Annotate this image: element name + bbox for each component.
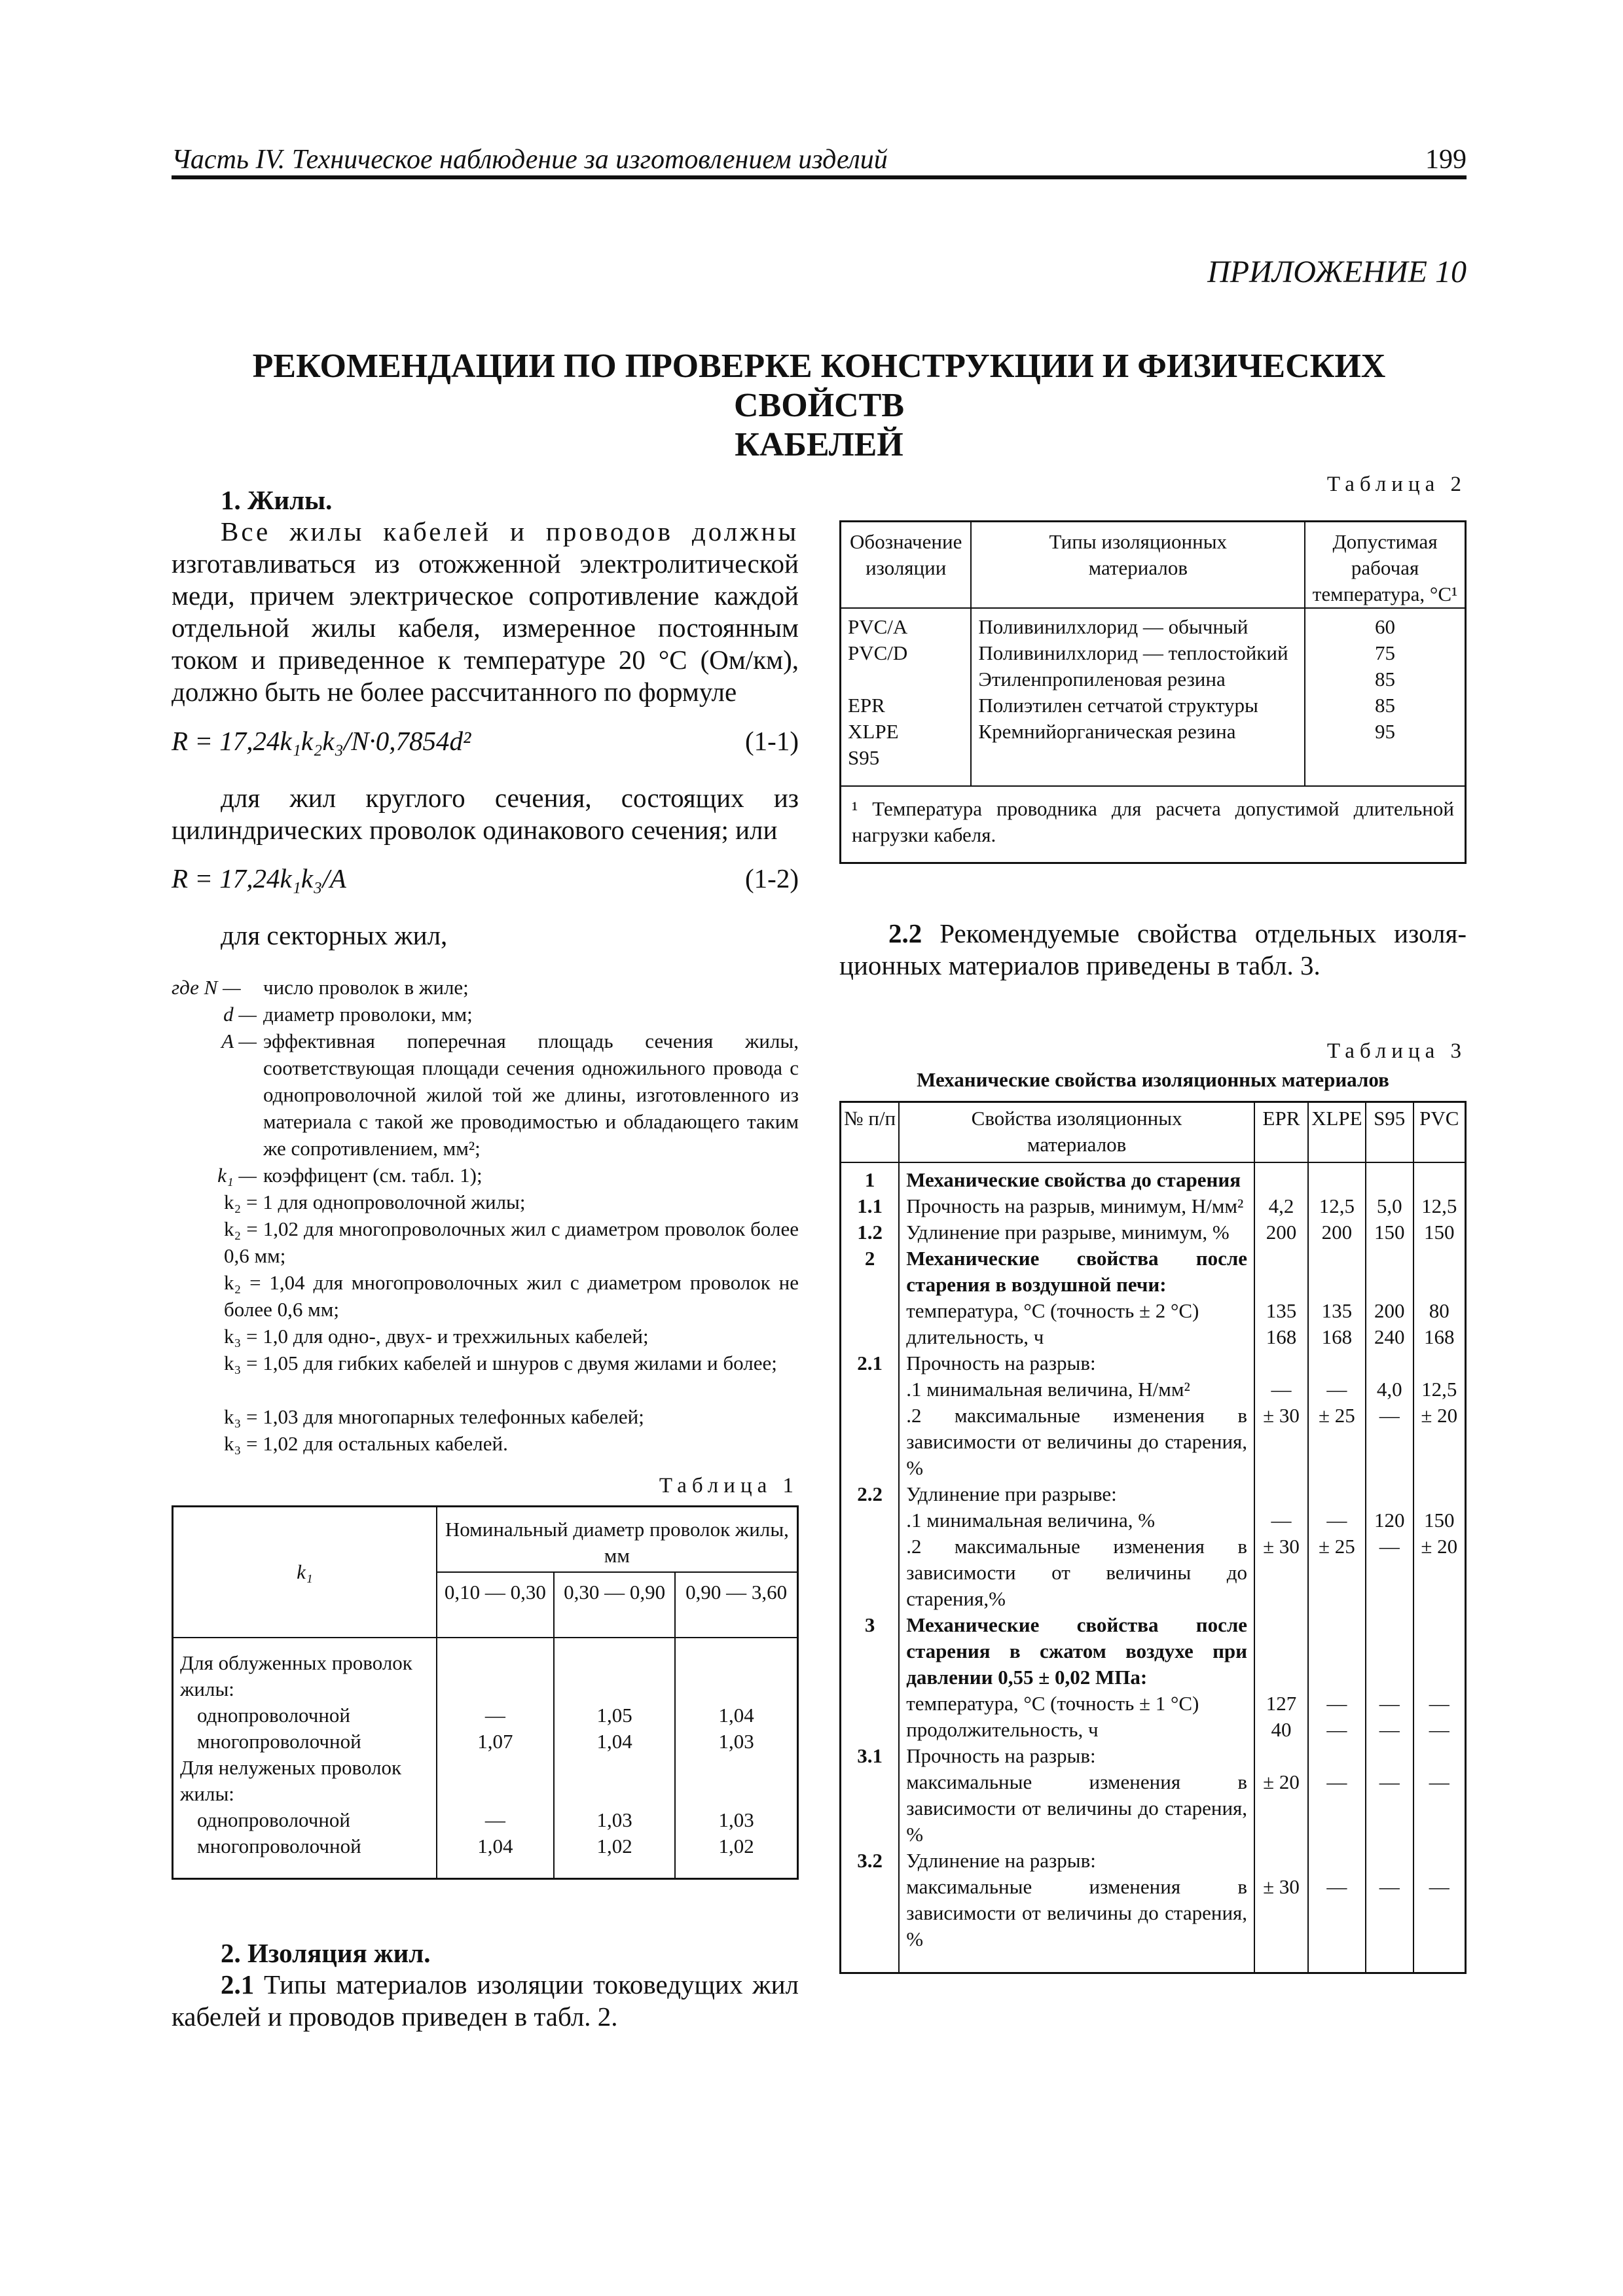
table-cell: — <box>437 1807 554 1833</box>
section-1-heading: 1. Жилы. <box>221 485 333 515</box>
paragraph-text: Рекомендуемые свойства отдельных изоля- <box>939 918 1467 948</box>
table-row <box>841 1691 1466 1717</box>
table-cell: Удлинение при разрыве, минимум, % <box>899 1219 1254 1246</box>
table-cell: 1,02 <box>554 1833 675 1879</box>
table-cell: Прочность на разрыв, минимум, Н/мм² <box>899 1193 1254 1219</box>
table-row <box>841 1376 1466 1403</box>
paragraph-text: Типы материалов изоляции токоведущих жил <box>264 1969 799 2000</box>
table-cell: 135 <box>1254 1298 1308 1324</box>
definition-term: A — <box>221 1030 257 1052</box>
para-line: током и приведенное к температуре 20 °С (Ом/км), <box>172 645 799 675</box>
table-row <box>841 1193 1466 1219</box>
table-cell: 120 <box>1366 1507 1413 1534</box>
table-cell <box>554 1638 675 1702</box>
table-cell: 4,2 <box>1254 1193 1308 1219</box>
table-cell: 40 <box>1254 1717 1308 1743</box>
table-cell: XLPE <box>848 720 899 743</box>
table-1 <box>172 1505 799 1880</box>
table-2-header-material: Типы изоляционных материалов <box>971 522 1305 609</box>
definition-text: эффективная поперечная площадь сечения жилы, соответствующая площади сечения одножильного провода с однопроволочной жилой той же длины, изготовленного из материала с такой же проводимостью и обладающего таким же сопротивлением, мм²; <box>263 1030 799 1160</box>
table-2-temps <box>1305 608 1465 786</box>
table-cell <box>1413 1952 1466 1973</box>
table-cell: ± 30 <box>1254 1534 1308 1612</box>
table-cell <box>1413 1246 1466 1298</box>
table-cell: 12,5 <box>1308 1193 1366 1219</box>
table-cell <box>841 1403 900 1481</box>
table-cell: 168 <box>1254 1324 1308 1350</box>
formula-1-2-number: (1-2) <box>745 863 799 893</box>
table-row <box>841 1298 1466 1324</box>
table-row <box>841 1848 1466 1874</box>
table-cell: — <box>437 1702 554 1729</box>
table-1-row-label: Для нелуженых проволок жилы: <box>173 1755 437 1807</box>
table-cell: 85 <box>1375 694 1396 717</box>
table-cell <box>1413 1743 1466 1769</box>
table-cell: ± 30 <box>1254 1403 1308 1481</box>
section-2-heading: 2. Изоляция жил. <box>221 1938 431 1968</box>
table-cell: 80 <box>1429 1299 1450 1322</box>
table-cell <box>1308 1481 1366 1507</box>
table-3-body <box>841 1162 1466 1973</box>
paragraph-number: 2.2 <box>888 918 922 948</box>
table-1-range: 0,90 — 3,60 <box>675 1572 797 1638</box>
table-cell: 2.2 <box>841 1481 900 1507</box>
table-cell <box>841 1376 900 1403</box>
table-cell: 85 <box>1375 668 1396 691</box>
table-cell: — <box>1366 1874 1413 1952</box>
table-2-materials <box>971 608 1305 786</box>
table-cell: 2 <box>841 1246 900 1298</box>
table-cell: .2 максимальные изменения в зависимости от величины до старения, % <box>899 1403 1254 1481</box>
table-row-filler <box>841 1952 1466 1973</box>
formula-1-2-text: R = 17,24k₁k₃/A <box>172 863 346 893</box>
title-line-2: КАБЕЛЕЙ <box>735 426 903 463</box>
definition-text: k₃ = 1,05 для гибких кабелей и шнуров с двумя жилами и более; <box>224 1352 777 1374</box>
table-cell: Полиэтилен сетчатой структуры <box>978 694 1258 717</box>
table-cell: ± 20 <box>1421 1534 1458 1558</box>
table-cell: 2.1 <box>841 1350 900 1376</box>
table-cell: — <box>1429 1874 1450 1898</box>
table-cell <box>1254 1246 1308 1298</box>
table-cell: Поливинилхлорид — теплостойкий <box>978 641 1288 664</box>
table-cell: 127 <box>1254 1691 1308 1717</box>
table-cell: — <box>1308 1769 1366 1848</box>
table-cell: Удлинение на разрыв: <box>899 1848 1254 1874</box>
table-cell <box>1366 1952 1413 1973</box>
table-1-row-label: однопроволочной <box>173 1807 437 1833</box>
definition-text: k₃ = 1,0 для одно-, двух- и трехжильных кабелей; <box>224 1325 649 1348</box>
table-cell <box>1308 1350 1366 1376</box>
definition-text: коэффицент (см. табл. 1); <box>263 1164 483 1187</box>
table-cell: 60 <box>1375 615 1396 638</box>
table-3-header-col: PVC <box>1413 1102 1466 1162</box>
definition-text: диаметр проволоки, мм; <box>263 1003 473 1026</box>
table-cell <box>1308 1952 1366 1973</box>
table-cell: 200 <box>1308 1219 1366 1246</box>
para-line <box>172 1969 799 2001</box>
table-cell <box>1366 1612 1413 1691</box>
table-cell: 1,02 <box>718 1834 754 1857</box>
definitions-list <box>172 974 799 1458</box>
formula-1-1-continuation <box>172 782 799 846</box>
table-1-range: 0,30 — 0,90 <box>554 1572 675 1638</box>
definition-text: число проволок в жиле; <box>263 976 469 999</box>
para-line: Все жилы кабелей и проводов должны <box>221 516 799 547</box>
table-cell: 12,5 <box>1421 1194 1457 1217</box>
table-cell: — <box>1366 1403 1413 1481</box>
table-cell: 168 <box>1308 1324 1366 1350</box>
table-cell: .1 минимальная величина, % <box>899 1507 1254 1534</box>
definition-term: где N — <box>172 976 241 999</box>
para-line: цилиндрических проволок одинакового сечения; или <box>172 815 778 845</box>
page-number: 199 <box>1425 145 1467 175</box>
table-cell <box>1366 1848 1413 1874</box>
table-cell: — <box>1308 1507 1366 1534</box>
table-cell: 1,04 <box>437 1833 554 1879</box>
table-cell <box>1254 1612 1308 1691</box>
table-cell: — <box>1429 1717 1450 1741</box>
table-cell: EPR <box>848 694 885 717</box>
table-cell <box>1413 1350 1466 1376</box>
definition-term: k₁ — <box>217 1164 257 1187</box>
table-cell <box>1366 1481 1413 1507</box>
table-row <box>841 1324 1466 1350</box>
table-cell <box>1254 1952 1308 1973</box>
table-cell: Механические свойства после старения в сжатом воздухе при давлении 0,55 ± 0,02 МПа: <box>899 1612 1254 1691</box>
table-row <box>173 1833 798 1879</box>
table-cell: — <box>1429 1691 1450 1715</box>
table-2-codes <box>841 608 972 786</box>
table-2-header-code: Обозначение изоляции <box>841 522 972 609</box>
table-cell: температура, °С (точность ± 1 °С) <box>899 1691 1254 1717</box>
table-1-caption: Таблица 1 <box>659 1474 799 1498</box>
table-cell: — <box>1366 1717 1413 1743</box>
table-3-header-col: EPR <box>1254 1102 1308 1162</box>
definition-text: k₃ = 1,03 для многопарных телефонных кабелей; <box>224 1405 644 1428</box>
table-row <box>173 1755 798 1807</box>
table-cell <box>675 1638 797 1702</box>
table-cell: — <box>1308 1691 1366 1717</box>
table-cell: — <box>1429 1770 1450 1793</box>
table-cell <box>1254 1848 1308 1874</box>
table-row <box>841 1874 1466 1952</box>
table-cell: Удлинение при разрыве: <box>899 1481 1254 1507</box>
table-cell: .2 максимальные изменения в зависимости от величины до старения,% <box>899 1534 1254 1612</box>
running-title: Часть IV. Техническое наблюдение за изготовлением изделий <box>172 145 888 175</box>
table-cell: Поливинилхлорид — обычный <box>978 615 1249 638</box>
table-cell: ± 20 <box>1254 1769 1308 1848</box>
table-1-group-header: Номинальный диаметр проволок жилы, мм <box>437 1507 798 1572</box>
table-cell <box>554 1755 675 1807</box>
table-cell: — <box>1308 1874 1366 1952</box>
table-cell: Этиленпропиленовая резина <box>978 668 1226 691</box>
table-2-caption: Таблица 2 <box>1326 473 1467 496</box>
table-cell: .1 минимальная величина, Н/мм² <box>899 1376 1254 1403</box>
definition-text: k₂ = 1 для однопроволочной жилы; <box>224 1191 526 1213</box>
table-cell: 95 <box>1375 720 1396 743</box>
table-cell: 12,5 <box>1421 1377 1457 1401</box>
table-cell: ± 30 <box>1254 1874 1308 1952</box>
definition-text: k₂ = 1,04 для многопроволочных жил с диаметром проволок не более 0,6 мм; <box>224 1271 799 1321</box>
table-cell <box>841 1534 900 1612</box>
table-row <box>841 1219 1466 1246</box>
table-cell: температура, °С (точность ± 2 °С) <box>899 1298 1254 1324</box>
table-cell: 150 <box>1424 1508 1455 1532</box>
table-cell: максимальные изменения в зависимости от величины до старения, % <box>899 1769 1254 1848</box>
table-row <box>841 1507 1466 1534</box>
paragraph-2-1 <box>172 1969 799 2033</box>
table-cell <box>437 1638 554 1702</box>
table-cell: 5,0 <box>1366 1193 1413 1219</box>
table-cell <box>841 1952 900 1973</box>
table-cell: Прочность на разрыв: <box>899 1743 1254 1769</box>
paragraph-number: 2.1 <box>221 1969 255 2000</box>
table-row <box>841 1246 1466 1298</box>
table-cell <box>1366 1162 1413 1193</box>
table-row <box>841 1403 1466 1481</box>
table-cell: 168 <box>1424 1325 1455 1348</box>
table-row <box>841 1350 1466 1376</box>
table-cell: Прочность на разрыв: <box>899 1350 1254 1376</box>
table-2-header-temp: Допустимая рабочая температура, °С¹ <box>1305 522 1465 609</box>
table-1-row-label: многопроволочной <box>173 1729 437 1755</box>
table-cell: — <box>1366 1691 1413 1717</box>
table-cell: Механические свойства после старения в воздушной печи: <box>899 1246 1254 1298</box>
formula-1-1-number: (1-1) <box>745 726 799 756</box>
para-line: ционных материалов приведены в табл. 3. <box>839 950 1321 980</box>
table-1-k-header: k₁ <box>173 1507 437 1638</box>
table-cell: 3.2 <box>841 1848 900 1874</box>
appendix-label: ПРИЛОЖЕНИЕ 10 <box>1207 255 1467 289</box>
table-cell <box>1413 1612 1466 1691</box>
formula-1-2 <box>172 863 799 895</box>
definition-term: d — <box>223 1003 257 1026</box>
table-cell <box>1308 1848 1366 1874</box>
table-row <box>173 1807 798 1833</box>
table-cell: 1,03 <box>554 1807 675 1833</box>
table-cell: — <box>1308 1717 1366 1743</box>
table-cell: 135 <box>1308 1298 1366 1324</box>
definition-text: k₃ = 1,02 для остальных кабелей. <box>224 1432 508 1455</box>
table-cell <box>841 1507 900 1534</box>
table-row <box>841 1769 1466 1848</box>
table-cell <box>1308 1246 1366 1298</box>
table-cell: 3 <box>841 1612 900 1691</box>
table-cell <box>841 1769 900 1848</box>
table-cell <box>1308 1612 1366 1691</box>
table-cell: 200 <box>1366 1298 1413 1324</box>
table-cell <box>1254 1162 1308 1193</box>
table-cell: PVC/D <box>848 641 908 664</box>
table-cell <box>1308 1162 1366 1193</box>
table-cell: — <box>1254 1376 1308 1403</box>
table-cell: 1.1 <box>841 1193 900 1219</box>
table-cell: — <box>1366 1769 1413 1848</box>
table-3-header-col: S95 <box>1366 1102 1413 1162</box>
table-3-header-prop: Свойства изоляционных материалов <box>899 1102 1254 1162</box>
table-row <box>841 1481 1466 1507</box>
table-cell <box>437 1755 554 1807</box>
table-cell: 4,0 <box>1366 1376 1413 1403</box>
table-row <box>173 1729 798 1755</box>
table-cell <box>1366 1350 1413 1376</box>
table-cell: 150 <box>1366 1219 1413 1246</box>
table-cell <box>841 1324 900 1350</box>
para-line: отдельной жилы кабеля, измеренное постоянным <box>172 613 799 643</box>
para-line: меди, причем электрическое сопротивление каждой <box>172 581 799 611</box>
table-cell: — <box>1308 1376 1366 1403</box>
header-rule <box>172 175 1467 179</box>
table-2 <box>839 520 1467 786</box>
para-line: кабелей и проводов приведен в табл. 2. <box>172 2001 618 2032</box>
table-cell: PVC/A <box>848 615 908 638</box>
table-cell: 1.2 <box>841 1219 900 1246</box>
table-cell: 200 <box>1254 1219 1308 1246</box>
table-row <box>841 1612 1466 1691</box>
table-cell <box>1366 1246 1413 1298</box>
table-3 <box>839 1101 1467 1974</box>
page-title <box>172 347 1467 465</box>
table-cell: 75 <box>1375 641 1396 664</box>
section-1-paragraph <box>172 516 799 708</box>
table-cell <box>841 1691 900 1717</box>
definition-text: k₂ = 1,02 для многопроволочных жил с диаметром проволок более 0,6 мм; <box>224 1217 799 1267</box>
table-cell <box>899 1952 1254 1973</box>
para-line: должно быть не более рассчитанного по формуле <box>172 677 737 707</box>
table-cell <box>1413 1481 1466 1507</box>
table-cell: ± 20 <box>1421 1403 1458 1427</box>
table-cell <box>1308 1743 1366 1769</box>
table-cell: — <box>1366 1534 1413 1612</box>
table-cell: 1 <box>841 1162 900 1193</box>
table-cell: 1,04 <box>718 1703 754 1727</box>
table-cell <box>1254 1743 1308 1769</box>
formula-1-1 <box>172 725 799 757</box>
table-cell <box>1413 1848 1466 1874</box>
title-line-1: РЕКОМЕНДАЦИИ ПО ПРОВЕРКЕ КОНСТРУКЦИИ И ФИЗИЧЕСКИХ СВОЙСТВ <box>252 348 1386 424</box>
formula-1-2-continuation: для секторных жил, <box>221 920 448 950</box>
table-cell: S95 <box>848 746 880 769</box>
para-line <box>839 918 1467 950</box>
table-row <box>841 1534 1466 1612</box>
table-3-title: Механические свойства изоляционных материалов <box>917 1068 1389 1091</box>
table-cell: 1,07 <box>437 1729 554 1755</box>
paragraph-2-2 <box>839 918 1467 982</box>
table-row <box>841 1717 1466 1743</box>
para-line: для жил круглого сечения, состоящих из <box>221 783 799 813</box>
table-cell: продолжительность, ч <box>899 1717 1254 1743</box>
table-cell: максимальные изменения в зависимости от величины до старения, % <box>899 1874 1254 1952</box>
table-1-row-label: Для облуженных проволок жилы: <box>173 1638 437 1702</box>
table-cell: 1,04 <box>554 1729 675 1755</box>
table-1-row-label: многопроволочной <box>173 1833 437 1879</box>
table-cell: 1,03 <box>718 1808 754 1831</box>
table-row <box>173 1638 798 1702</box>
table-cell: ± 25 <box>1308 1534 1366 1612</box>
table-cell: длительность, ч <box>899 1324 1254 1350</box>
table-cell <box>1254 1350 1308 1376</box>
table-1-range: 0,10 — 0,30 <box>437 1572 554 1638</box>
table-cell: — <box>1254 1507 1308 1534</box>
table-row <box>841 1743 1466 1769</box>
table-cell <box>1254 1481 1308 1507</box>
table-cell <box>841 1298 900 1324</box>
table-3-header-num: № п/п <box>841 1102 900 1162</box>
table-cell: 240 <box>1366 1324 1413 1350</box>
table-cell: 1,05 <box>554 1702 675 1729</box>
table-row <box>173 1702 798 1729</box>
formula-1-1-text: R = 17,24k₁k₂k₃/N·0,7854d² <box>172 726 471 756</box>
table-cell: 1,03 <box>718 1729 754 1753</box>
table-cell: ± 25 <box>1308 1403 1366 1481</box>
para-line: изготавливаться из отожженной электролитической <box>172 548 799 579</box>
table-cell: 150 <box>1424 1220 1455 1244</box>
table-cell <box>1366 1743 1413 1769</box>
table-3-caption: Таблица 3 <box>1326 1039 1467 1063</box>
table-3-header-col: XLPE <box>1308 1102 1366 1162</box>
table-cell: 3.1 <box>841 1743 900 1769</box>
table-cell <box>841 1717 900 1743</box>
table-1-row-label: однопроволочной <box>173 1702 437 1729</box>
table-cell <box>841 1874 900 1952</box>
table-cell <box>848 666 964 692</box>
table-2-footnote: ¹ Температура проводника для расчета допустимой длительной нагрузки кабеля. <box>839 785 1467 864</box>
table-cell: Механические свойства до старения <box>899 1162 1254 1193</box>
table-cell <box>675 1755 797 1807</box>
table-cell <box>1413 1162 1466 1193</box>
table-cell: Кремнийорганическая резина <box>978 720 1236 743</box>
table-row <box>841 1162 1466 1193</box>
